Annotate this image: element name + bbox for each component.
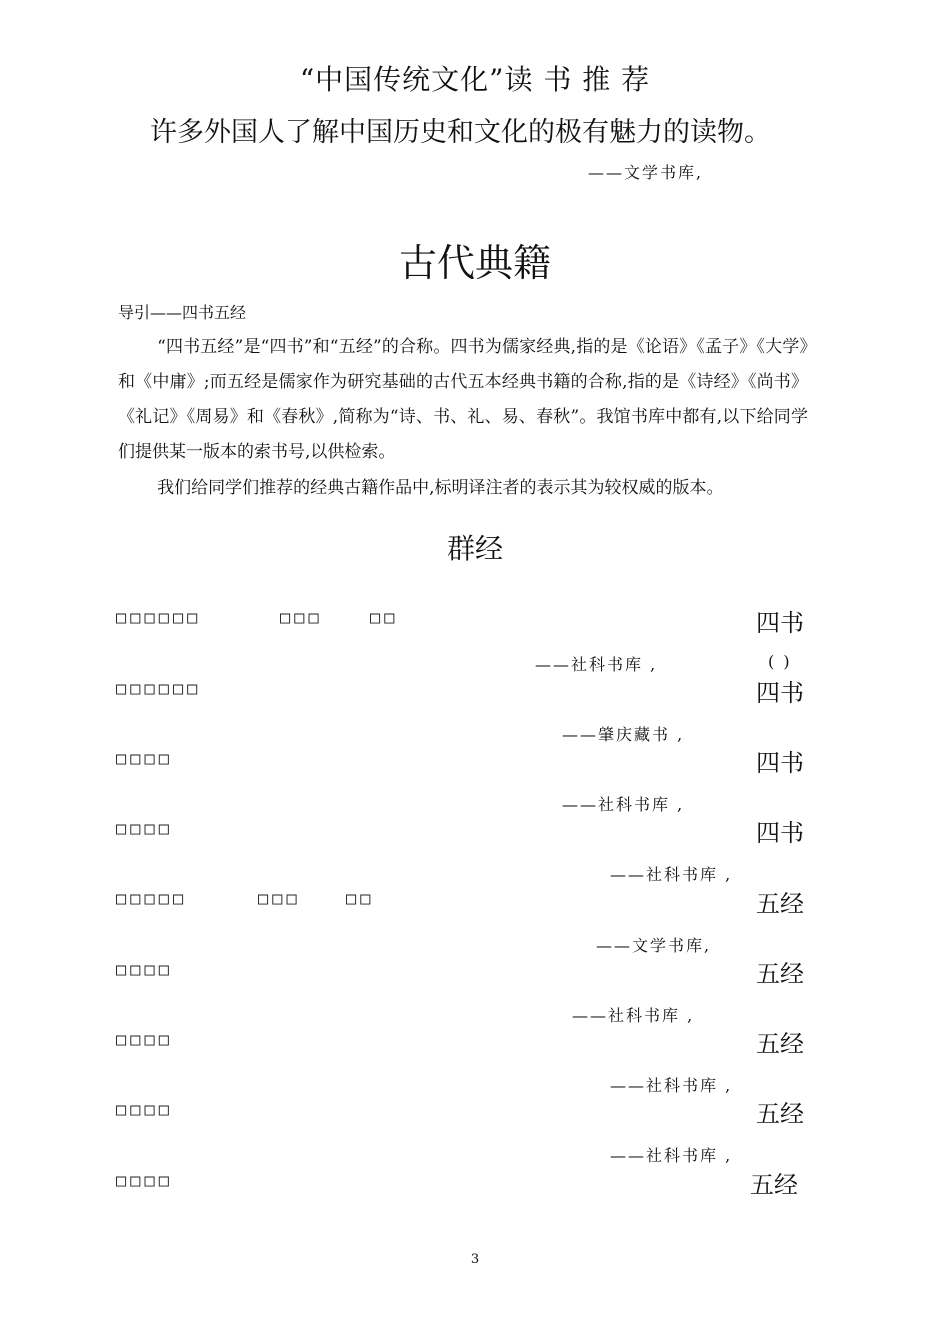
book-source: ——社科书库 , xyxy=(610,1076,733,1095)
book-category: 五经 xyxy=(756,1030,804,1058)
section-title: 古代典籍 xyxy=(398,241,551,285)
subtitle-attribution: ——文学书库, xyxy=(588,163,704,182)
book-title: □□□□□□ xyxy=(116,679,202,699)
book-translator: □□□ xyxy=(258,889,301,909)
book-title: □□□□ xyxy=(116,749,173,769)
book-category: 五经 xyxy=(756,1100,804,1128)
book-title: □□□□ xyxy=(116,1171,173,1191)
book-title: □□□□ xyxy=(116,819,173,839)
book-role: □□ xyxy=(370,608,399,628)
page-subtitle: 许多外国人了解中国历史和文化的极有魅力的读物。 xyxy=(150,117,771,148)
book-translator: □□□ xyxy=(280,608,323,628)
recommendation-note: 我们给同学们推荐的经典古籍作品中,标明译注者的表示其为较权威的版本。 xyxy=(157,478,724,498)
subsection-title: 群经 xyxy=(446,532,503,565)
book-source: ——社科书库 , xyxy=(562,795,685,814)
book-category: 四书 xyxy=(756,679,804,707)
book-role: □□ xyxy=(346,889,375,909)
book-category: 四书 xyxy=(756,609,804,637)
book-title: □□□□□ xyxy=(116,889,188,909)
book-category: 五经 xyxy=(750,1171,798,1199)
book-source: ——社科书库 , xyxy=(535,655,658,674)
book-source: ——社科书库 , xyxy=(610,865,733,884)
page-number: 3 xyxy=(470,1252,480,1267)
book-category: 五经 xyxy=(756,960,804,988)
book-title: □□□□□□ xyxy=(116,608,202,628)
book-source: ——肇庆藏书 , xyxy=(562,725,685,744)
book-category: 五经 xyxy=(756,890,804,918)
book-source: ——社科书库 , xyxy=(572,1006,695,1025)
book-category: 四书 xyxy=(756,749,804,777)
book-category: 四书 xyxy=(756,819,804,847)
call-number: ( ) xyxy=(768,652,792,671)
book-title: □□□□ xyxy=(116,1030,173,1050)
intro-label: 导引——四书五经 xyxy=(118,303,247,322)
book-source: ——文学书库, xyxy=(596,936,712,955)
intro-paragraph: “四书五经”是“四书”和“五经”的合称。四书为儒家经典,指的是《论语》《孟子》《大学》和《中庸》;而五经是儒家作为研究基础的古代五本经典书籍的合称,指的是《诗经》《尚书》《礼记》《周易》和《春秋》,简称为“诗、书、礼、易、春秋”。我馆书库中都有,以下给同学们提供某一版本的索书号,以供检索。 xyxy=(118,337,808,462)
book-title: □□□□ xyxy=(116,960,173,980)
book-title: □□□□ xyxy=(116,1100,173,1120)
book-source: ——社科书库 , xyxy=(610,1146,733,1165)
page-title: “中国传统文化”读 书 推 荐 xyxy=(299,63,651,96)
